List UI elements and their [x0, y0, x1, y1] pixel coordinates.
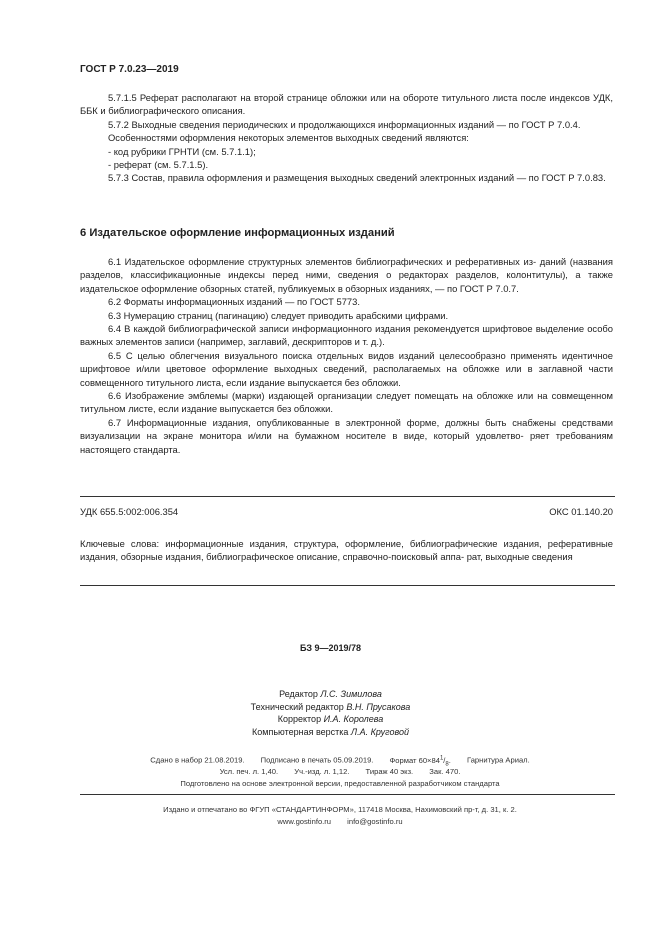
paragraph: 5.7.3 Состав, правила оформления и размещения выходных сведений электронных изданий — по ГОСТ Р 7.0.83. [108, 172, 606, 184]
credit-name: Л.С. Зимилова [320, 689, 382, 699]
paragraph: - реферат (см. 5.7.1.5). [108, 159, 209, 171]
imprint-signed: Подписано в печать 05.09.2019. [260, 755, 374, 765]
section-5-7-text [80, 91, 613, 185]
paragraph: 6.5 С целью облегчения визуального поиска отдельных видов изданий целесообразно применять идентичное шрифтовое и/или цветовое оформление выходных сведений, располагаемых на обложке или в заглавной части совмещенного титульного листа, если издание выпускается без обложки. [80, 349, 613, 388]
paragraph: 5.7.1.5 Реферат располагают на второй странице обложки или на обороте титульного листа после индексов УДК, ББК и библиографического описания. [80, 92, 613, 117]
publisher-site-link[interactable]: www.gostinfo.ru [277, 817, 332, 826]
udk-index: УДК 655.5:002:006.354 [80, 506, 179, 517]
publisher-line: Издано и отпечатано во ФГУП «СТАНДАРТИНФОРМ», 117418 Москва, Нахимовский пр-т, д. 31, к. 2. [163, 805, 517, 814]
paragraph: Особенностями оформления некоторых элементов выходных сведений являются: [108, 132, 469, 144]
imprint-typeface: Гарнитура Ариал. [467, 755, 530, 765]
section-6-text [80, 255, 613, 456]
credit-role: Технический редактор [250, 701, 344, 712]
publisher-email-link[interactable]: info@gostinfo.ru [347, 817, 403, 826]
imprint-sheets: Усл. печ. л. 1,40. [219, 767, 279, 776]
credit-role: Редактор [279, 689, 318, 699]
running-header: ГОСТ Р 7.0.23—2019 [80, 64, 179, 75]
keywords: Ключевые слова: информационные издания, структура, оформление, библиографические издания, реферативные издания, обзорные издания, библиографическое описание, справочно-поисковый аппа- рат, выходные сведения [80, 538, 613, 563]
imprint-pub-sheets: Уч.-изд. л. 1,12. [294, 767, 350, 776]
bz-code: БЗ 9—2019/78 [299, 643, 362, 653]
credit-role: Корректор [277, 714, 322, 725]
paragraph: 6.4 В каждой библиографической записи информационного издания рекомендуется шрифтовое выделение особо важных элементов записи (например, заглавий, дескрипторов и т. д.). [80, 323, 613, 348]
paragraph: - код рубрики ГРНТИ (см. 5.7.1.1); [108, 145, 256, 157]
paragraph: 6.2 Форматы информационных изданий — по ГОСТ 5773. [108, 296, 360, 308]
imprint-line-2 [60, 766, 620, 778]
paragraph: 6.1 Издательское оформление структурных элементов библиографических и реферативных из- даний (названия разделов, классификационные индексы перед ними, сведения о редакторах разделов, колонтитулы), а также издательское оформление обзорных статей, публикуемых в обзорных изданиях, — по ГОСТ Р 7.0.7. [80, 256, 613, 294]
publisher-contacts [60, 816, 620, 828]
divider-top [80, 496, 615, 497]
section-6-title: 6 Издательское оформление информационных изданий [80, 227, 395, 239]
imprint-sent: Сдано в набор 21.08.2019. [150, 755, 245, 765]
credit-row [0, 713, 661, 726]
paragraph: 6.3 Нумерацию страниц (пагинацию) следует приводить арабскими цифрами. [108, 309, 449, 321]
credit-row [0, 688, 661, 701]
credit-name: Л.А. Круговой [350, 726, 409, 737]
paragraph: 6.7 Информационные издания, опубликованные в электронной форме, должны быть снабжены средствами визуализации на экране монитора и/или на бумажном носителе в виде, который удовлетво- ряет требованиям настоящего стандарта. [80, 416, 613, 455]
credit-name: И.А. Королева [323, 714, 384, 725]
credit-row [0, 726, 661, 739]
divider-bottom [80, 794, 615, 795]
imprint-prepared: Подготовлено на основе электронной версии, предоставленной разработчиком стандарта [180, 779, 500, 788]
imprint-copies: Тираж 40 экз. [365, 767, 414, 776]
paragraph: 6.6 Изображение эмблемы (марки) издающей организации следует помещать на обложке или на совмещенном титульном листе, если издание выпускается без обложки. [80, 390, 613, 415]
credit-row [0, 701, 661, 714]
divider-keywords [80, 585, 615, 586]
paragraph: 5.7.2 Выходные сведения периодических и продолжающихся информационных изданий — по ГОСТ Р 7.0.4. [108, 118, 581, 130]
imprint-order: Зак. 470. [429, 767, 461, 776]
credit-name: В.Н. Прусакова [346, 701, 411, 712]
imprint-format: Формат $60\times 84^1/_8$. [389, 755, 451, 768]
credit-role: Компьютерная верстка [252, 726, 349, 737]
oks-index: ОКС 01.140.20 [549, 506, 613, 517]
